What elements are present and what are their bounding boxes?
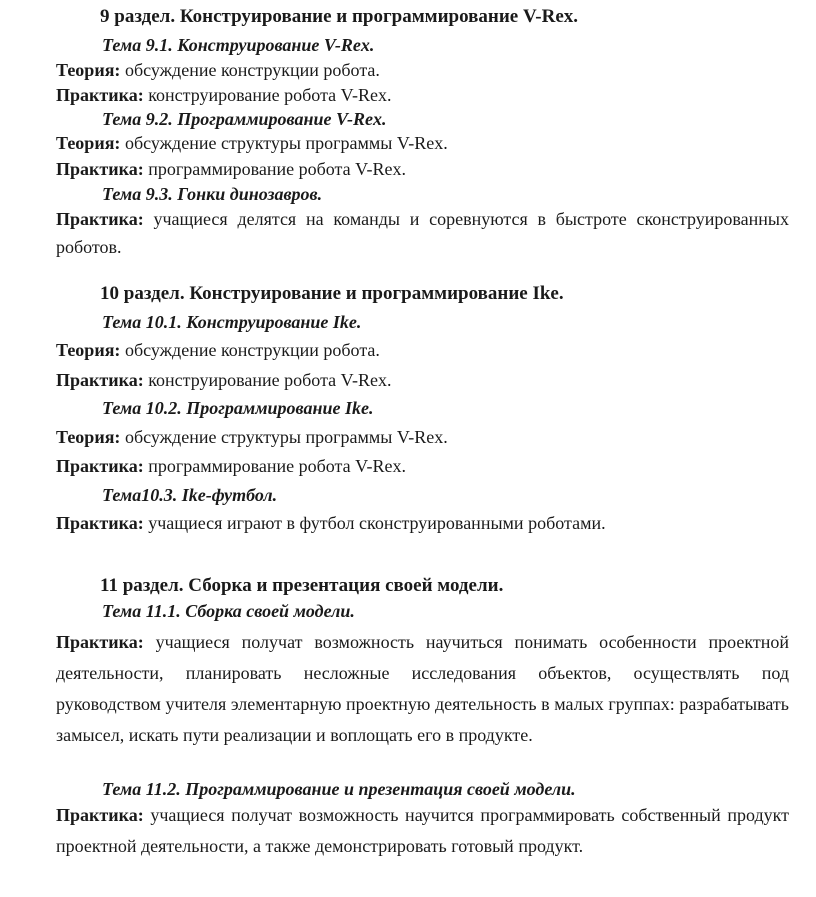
practice-text: конструирование робота V-Rex. (148, 85, 392, 105)
topic-10-1-practice (56, 370, 391, 391)
topic-9-1-title: Тема 9.1. Конструирование V-Rex. (102, 35, 375, 55)
practice-label: Практика: (56, 513, 144, 533)
topic-9-1-theory (56, 60, 380, 81)
topic-10-2-title: Тема 10.2. Программирование Ike. (102, 398, 374, 418)
topic-9-2-theory (56, 133, 448, 154)
theory-text: обсуждение конструкции робота. (124, 340, 380, 360)
practice-label: Практика: (56, 805, 144, 825)
section-9-heading: 9 раздел. Конструирование и программирование V-Rex. (100, 6, 578, 27)
topic-10-2-theory (56, 427, 448, 448)
practice-label: Практика: (56, 85, 144, 105)
practice-text: программирование робота V-Rex. (148, 159, 406, 179)
topic-10-1-theory (56, 340, 380, 361)
topic-9-2-title: Тема 9.2. Программирование V-Rex. (102, 109, 387, 129)
practice-label: Практика: (56, 159, 144, 179)
topic-10-3-practice (56, 513, 606, 534)
practice-label: Практика: (56, 456, 144, 476)
practice-text: конструирование робота V-Rex. (148, 370, 392, 390)
theory-label: Теория: (56, 340, 121, 360)
practice-text: учащиеся делятся на команды и соревнуются в быстроте сконструированных роботов. (56, 209, 789, 257)
theory-text: обсуждение структуры программы V-Rex. (124, 427, 448, 447)
theory-text: обсуждение структуры программы V-Rex. (124, 133, 448, 153)
practice-label: Практика: (56, 632, 144, 652)
topic-11-1-title: Тема 11.1. Сборка своей модели. (102, 601, 355, 621)
practice-label: Практика: (56, 370, 144, 390)
theory-label: Теория: (56, 60, 121, 80)
topic-10-1-title: Тема 10.1. Конструирование Ike. (102, 312, 362, 332)
theory-label: Теория: (56, 133, 121, 153)
practice-label: Практика: (56, 209, 144, 229)
topic-11-1-practice (56, 627, 789, 751)
theory-text: обсуждение конструкции робота. (124, 60, 380, 80)
practice-text: учащиеся получат возможность научится программировать собственный продукт проектной деятельности, а также демонстрировать готовый продукт. (56, 805, 790, 856)
topic-11-2-practice (56, 800, 789, 862)
practice-text: программирование робота V-Rex. (148, 456, 406, 476)
topic-9-3-title: Тема 9.3. Гонки динозавров. (102, 184, 323, 204)
section-11-heading: 11 раздел. Сборка и презентация своей модели. (100, 575, 504, 596)
topic-10-3-title: Тема10.3. Ike-футбол. (102, 485, 278, 505)
topic-10-2-practice (56, 456, 406, 477)
topic-11-2-title: Тема 11.2. Программирование и презентация своей модели. (102, 779, 576, 799)
topic-9-2-practice (56, 159, 406, 180)
section-10-heading: 10 раздел. Конструирование и программирование Ike. (100, 283, 564, 304)
practice-text: учащиеся получат возможность научиться понимать особенности проектной деятельности, планировать несложные исследования объектов, осуществлять под руководством учителя элементарную проектную деятельность в малых группах: разрабатывать замысел, искать пути реализации и воплощать его в продукте. (56, 632, 790, 745)
practice-text: учащиеся играют в футбол сконструированными роботами. (148, 513, 606, 533)
topic-9-1-practice (56, 85, 391, 106)
theory-label: Теория: (56, 427, 121, 447)
topic-9-3-practice (56, 205, 789, 261)
